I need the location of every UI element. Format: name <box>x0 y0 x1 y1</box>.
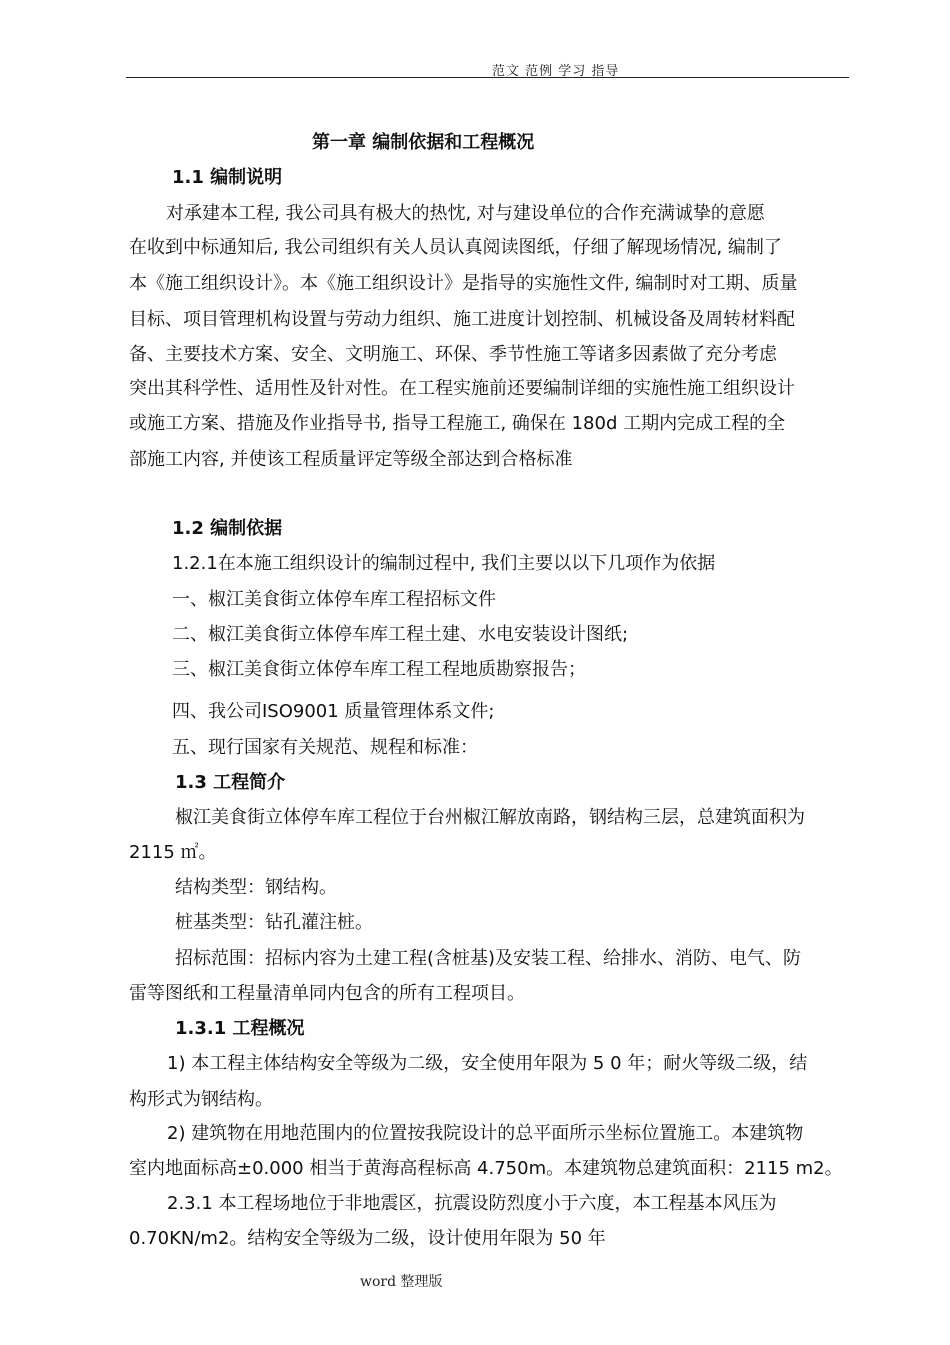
page-header-text: 范文 范例 学习 指导 <box>492 64 620 79</box>
paragraph-line: 对承建本工程, 我公司具有极大的热忱, 对与建设单位的合作充满诚挚的意愿 <box>166 203 765 224</box>
paragraph-line: 在收到中标通知后, 我公司组织有关人员认真阅读图纸，仔细了解现场情况, 编制了 <box>129 237 782 258</box>
paragraph-line: 室内地面标高±0.000 相当于黄海高程标高 4.750m。本建筑物总建筑面积：2115 m2。 <box>129 1158 843 1179</box>
list-item: 五、现行国家有关规范、规程和标准： <box>172 737 478 758</box>
paragraph-line: 结构类型：钢结构。 <box>175 877 337 898</box>
chapter-title: 第一章 编制依据和工程概况 <box>312 132 535 153</box>
list-item: 三、椒江美食街立体停车库工程工程地质勘察报告； <box>172 659 586 680</box>
paragraph-line: 2.3.1 本工程场地位于非地震区，抗震设防烈度小于六度，本工程基本风压为 <box>167 1193 777 1214</box>
paragraph-line: 构形式为钢结构。 <box>129 1089 273 1110</box>
paragraph-line: 备、主要技术方案、安全、文明施工、环保、季节性施工等诸多因素做了充分考虑 <box>129 344 777 365</box>
paragraph-line: 椒江美食街立体停车库工程位于台州椒江解放南路，钢结构三层，总建筑面积为 <box>175 807 805 828</box>
section-heading-1-2: 1.2 编制依据 <box>172 518 283 539</box>
paragraph-line: 0.70KN/m2。结构安全等级为二级，设计使用年限为 50 年 <box>129 1228 606 1249</box>
section-heading-1-3-1: 1.3.1 工程概况 <box>175 1018 305 1039</box>
section-heading-1-1: 1.1 编制说明 <box>172 167 283 188</box>
paragraph-line: 1.2.1在本施工组织设计的编制过程中, 我们主要以以下几项作为依据 <box>172 553 716 574</box>
paragraph-line: 2) 建筑物在用地范围内的位置按我院设计的总平面所示坐标位置施工。本建筑物 <box>167 1123 804 1144</box>
paragraph-line: 突出其科学性、适用性及针对性。在工程实施前还要编制详细的实施性施工组织设计 <box>129 378 795 399</box>
list-item: 二、椒江美食街立体停车库工程土建、水电安装设计图纸; <box>172 624 629 645</box>
paragraph-line: 或施工方案、措施及作业指导书, 指导工程施工, 确保在 180d 工期内完成工程的全 <box>129 413 786 434</box>
list-item: 一、椒江美食街立体停车库工程招标文件 <box>172 589 496 610</box>
section-heading-1-3: 1.3 工程简介 <box>175 772 286 793</box>
paragraph-line: 本《施工组织设计》。本《施工组织设计》是指导的实施性文件, 编制时对工期、质量 <box>129 273 798 294</box>
paragraph-line: 招标范围：招标内容为土建工程(含桩基)及安装工程、给排水、消防、电气、防 <box>175 948 802 969</box>
paragraph-line: 2115 ㎡。 <box>129 842 217 863</box>
paragraph-line: 1) 本工程主体结构安全等级为二级，安全使用年限为 5 0 年；耐火等级二级，结 <box>167 1053 808 1074</box>
list-item: 四、我公司ISO9001 质量管理体系文件; <box>172 701 495 722</box>
paragraph-line: 目标、项目管理机构设置与劳动力组织、施工进度计划控制、机械设备及周转材料配 <box>129 309 795 330</box>
paragraph-line: 桩基类型：钻孔灌注桩。 <box>175 912 373 933</box>
paragraph-line: 部施工内容, 并使该工程质量评定等级全部达到合格标准 <box>129 449 573 470</box>
page-footer-text: word 整理版 <box>360 1274 443 1290</box>
paragraph-line: 雷等图纸和工程量清单同内包含的所有工程项目。 <box>129 983 525 1004</box>
header-rule <box>126 77 849 78</box>
